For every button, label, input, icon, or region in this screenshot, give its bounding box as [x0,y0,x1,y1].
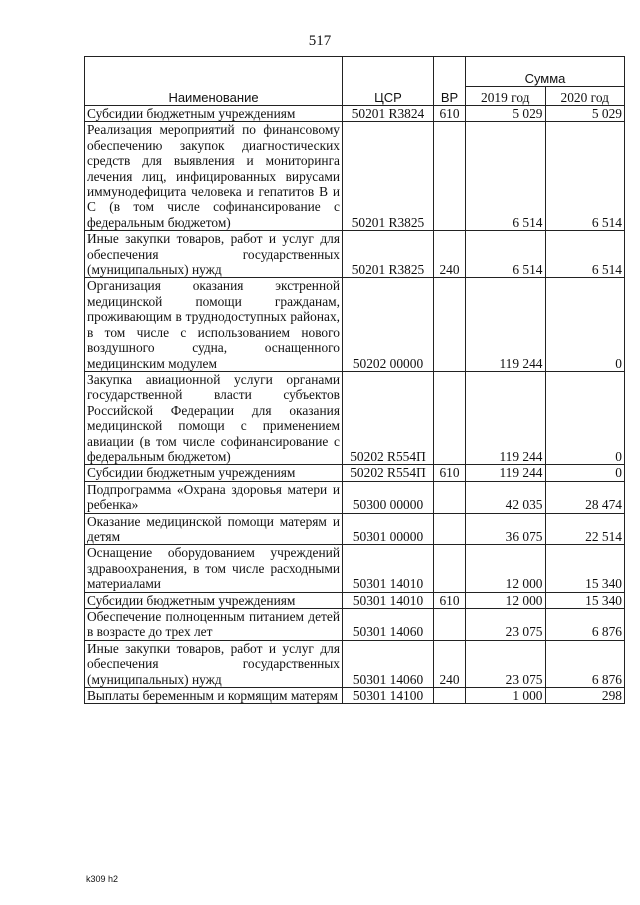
row-name: Оказание медицинской помощи матерям и детям [85,513,343,545]
row-sum-2019: 23 075 [466,640,546,687]
row-name: Оснащение оборудованием учреждений здравоохранения, в том числе расходными материалами [85,545,343,592]
table-row [85,122,625,231]
table-row [85,231,625,278]
row-sum-2020: 0 [545,371,625,464]
row-sum-2019: 12 000 [466,592,546,608]
row-sum-2020: 15 340 [545,545,625,592]
row-vr [434,609,466,641]
row-name: Субсидии бюджетным учреждениям [85,592,343,608]
row-vr: 610 [434,106,466,122]
row-name: Организация оказания экстренной медицинской помощи гражданам, проживающим в труднодоступных районах, в том числе с использованием нового воздушного судна, оснащенного медицинским модулем [85,278,343,371]
row-name: Выплаты беременным и кормящим матерям [85,688,343,704]
row-name: Закупка авиационной услуги органами государственной власти субъектов Российской Федерации для оказания медицинской помощи с применением авиации (в том числе софинансирование с федеральным бюджетом) [85,371,343,464]
budget-table [84,56,625,704]
row-csr: 50300 00000 [343,481,434,513]
row-sum-2019: 119 244 [466,465,546,481]
row-vr: 610 [434,465,466,481]
footer-code: k309 h2 [86,874,119,884]
row-sum-2019: 23 075 [466,609,546,641]
header-csr: ЦСР [343,57,434,106]
row-sum-2019: 119 244 [466,371,546,464]
row-csr: 50301 14100 [343,688,434,704]
row-csr: 50301 14010 [343,545,434,592]
row-csr: 50301 14060 [343,640,434,687]
row-name: Субсидии бюджетным учреждениям [85,106,343,122]
row-name: Субсидии бюджетным учреждениям [85,465,343,481]
row-csr: 50201 R3825 [343,231,434,278]
row-sum-2020: 298 [545,688,625,704]
table-row [85,688,625,704]
table-row [85,481,625,513]
row-sum-2019: 119 244 [466,278,546,371]
row-name: Реализация мероприятий по финансовому обеспечению закупок диагностических средств для выявления и мониторинга лечения лиц, инфицированных вирусами иммунодефицита человека и гепатитов В и С (в том числе софинансирование с федеральным бюджетом) [85,122,343,231]
row-sum-2020: 28 474 [545,481,625,513]
row-vr: 240 [434,640,466,687]
header-vr: ВР [434,57,466,106]
row-sum-2020: 6 514 [545,122,625,231]
table-row [85,371,625,464]
row-sum-2020: 15 340 [545,592,625,608]
row-vr [434,545,466,592]
row-csr: 50301 14060 [343,609,434,641]
row-sum-2020: 5 029 [545,106,625,122]
table-row [85,106,625,122]
row-vr [434,688,466,704]
table-row [85,609,625,641]
row-vr [434,278,466,371]
row-csr: 50202 00000 [343,278,434,371]
row-sum-2020: 6 876 [545,609,625,641]
header-year-2019: 2019 год [466,87,546,106]
row-vr: 610 [434,592,466,608]
row-csr: 50201 R3824 [343,106,434,122]
row-sum-2019: 1 000 [466,688,546,704]
row-name: Подпрограмма «Охрана здоровья матери и ребенка» [85,481,343,513]
row-sum-2019: 36 075 [466,513,546,545]
header-year-2020: 2020 год [545,87,625,106]
table-row [85,278,625,371]
table-row [85,640,625,687]
header-sum: Сумма [466,57,625,87]
row-csr: 50201 R3825 [343,122,434,231]
header-name: Наименование [85,57,343,106]
row-sum-2019: 6 514 [466,231,546,278]
page-number: 517 [308,33,332,49]
row-sum-2020: 22 514 [545,513,625,545]
row-csr: 50202 R554П [343,371,434,464]
table-row [85,513,625,545]
row-vr: 240 [434,231,466,278]
row-csr: 50202 R554П [343,465,434,481]
row-sum-2020: 0 [545,278,625,371]
table-row [85,592,625,608]
row-csr: 50301 00000 [343,513,434,545]
row-name: Обеспечение полноценным питанием детей в возрасте до трех лет [85,609,343,641]
table-row [85,545,625,592]
row-csr: 50301 14010 [343,592,434,608]
row-name: Иные закупки товаров, работ и услуг для обеспечения государственных (муниципальных) нужд [85,640,343,687]
row-sum-2019: 12 000 [466,545,546,592]
table-row [85,465,625,481]
row-sum-2020: 0 [545,465,625,481]
row-vr [434,481,466,513]
row-sum-2020: 6 876 [545,640,625,687]
row-sum-2019: 5 029 [466,106,546,122]
row-sum-2019: 6 514 [466,122,546,231]
row-vr [434,371,466,464]
row-vr [434,513,466,545]
row-sum-2019: 42 035 [466,481,546,513]
row-name: Иные закупки товаров, работ и услуг для обеспечения государственных (муниципальных) нужд [85,231,343,278]
row-sum-2020: 6 514 [545,231,625,278]
row-vr [434,122,466,231]
